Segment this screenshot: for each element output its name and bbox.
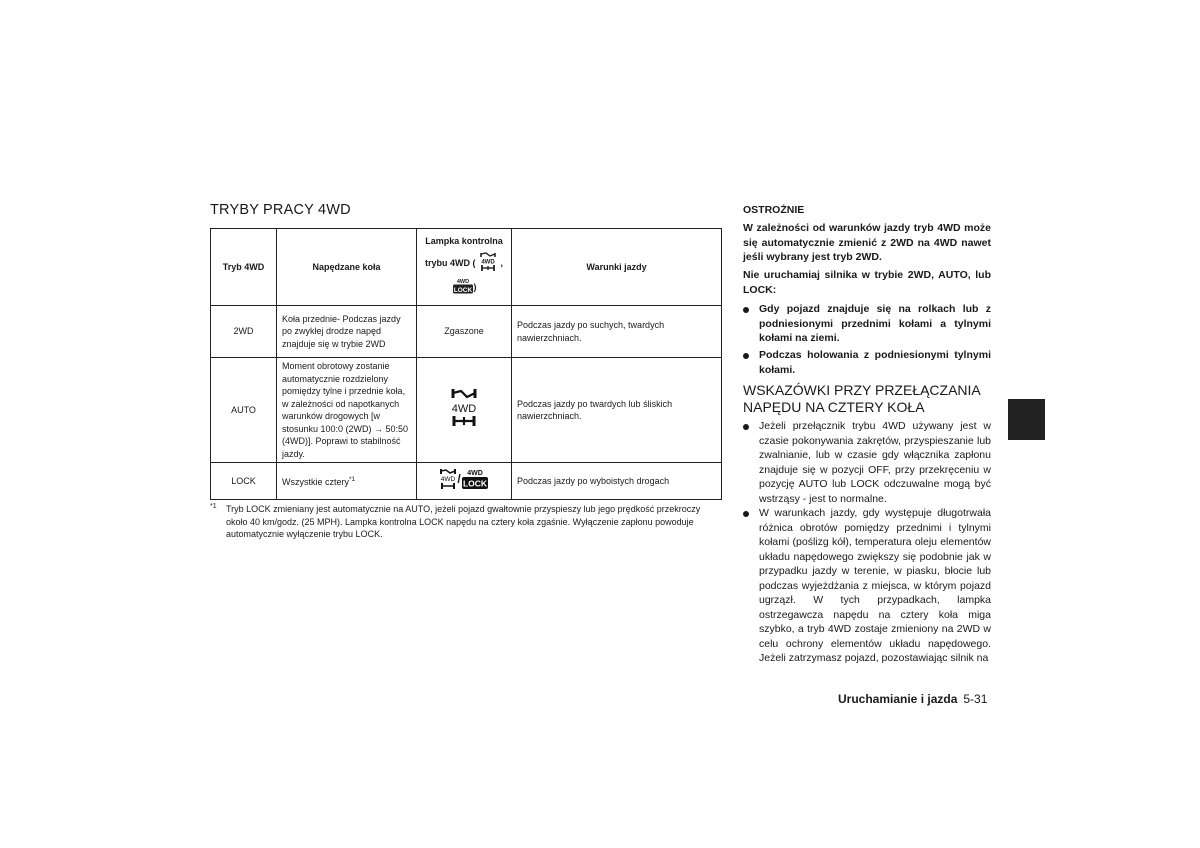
- bullet-icon: [743, 511, 749, 517]
- caution-bullet: [743, 348, 991, 377]
- row-drive: Koła przednie- Podczas jazdy po zwykłej drodze napęd znajduje się w trybie 2WD: [277, 306, 417, 358]
- footer-section: Uruchamianie i jazda: [838, 692, 958, 706]
- row-drive: [277, 463, 417, 500]
- footnote-mark: *1: [210, 503, 217, 510]
- 4wd-lock-indicator-icon: [461, 468, 489, 494]
- caution-paragraph: Nie uruchamiaj silnika w trybie 2WD, AUTO, lub LOCK:: [743, 269, 991, 296]
- caution-bullet: [743, 302, 991, 346]
- header-lamp-end: ): [473, 282, 477, 293]
- table-row: [211, 463, 722, 500]
- 4wd-modes-table: [210, 228, 722, 500]
- table-row: [211, 306, 722, 358]
- 4wd-indicator-icon: [439, 468, 457, 494]
- 4wd-lock-indicator-icon: [452, 277, 474, 299]
- header-lamp-prefix: trybu 4WD (: [424, 257, 476, 268]
- 4wd-indicator-icon: [478, 252, 498, 276]
- caution-bullet-text: Gdy pojazd znajduje się na rolkach lub z podniesionymi przednimi kołami a tylnymi kołami na ziemi.: [759, 303, 991, 344]
- section-title: TRYBY PRACY 4WD: [210, 202, 351, 218]
- row-conditions: Podczas jazdy po twardych lub śliskich nawierzchniach.: [512, 358, 722, 463]
- 4wd-indicator-icon: [449, 388, 479, 432]
- tip-bullet: [743, 506, 991, 666]
- 4wd-icon-text: 4WD: [451, 403, 477, 416]
- lock-icon-text: LOCK: [453, 287, 472, 295]
- footer-page-number: 5-31: [963, 692, 988, 706]
- lock-icon-4wd-text: 4WD: [456, 279, 469, 286]
- tip-bullet-text: W warunkach jazdy, gdy występuje długotrwała różnica obrotów pomiędzy przednimi i tylnymi kołami (poślizg kół), temperatura oleju elementów układu napędowego zwiększy się podobnie jak w przypadku jazdy w terenie, w piasku, błocie lub podczas wyjeżdżania z miejsca, w którym pojazd ugrzązł. W tych przypadkach, lampka ostrzegawcza napędu na cztery koła miga szybko, a tryb 4WD zostaje zmieniony na 2WD w celu ochrony elementów układu napędowego. Jeżeli zatrzymasz pojazd, pozostawiając silnik na: [759, 507, 991, 664]
- header-lamp: [417, 229, 512, 306]
- row-conditions: Podczas jazdy po suchych, twardych nawierzchniach.: [512, 306, 722, 358]
- bullet-icon: [743, 307, 749, 313]
- table-row: [211, 358, 722, 463]
- chapter-tab-marker: [1008, 399, 1045, 440]
- lamp-slash: /: [457, 472, 461, 487]
- lock-icon-text: LOCK: [462, 478, 487, 489]
- tip-bullet: [743, 419, 991, 506]
- table-header-row: [211, 229, 722, 306]
- row-lamp: [417, 358, 512, 463]
- tip-bullet-text: Jeżeli przełącznik trybu 4WD używany jest w czasie pokonywania zakrętów, przyspieszanie lub zwalnianie, lub w czasie gdy włącznika zapłonu znajduje się w pozycji OFF, przy przekręceniu w pozycję AUTO lub LOCK odczuwalne mogą być wstrząsy - jest to normalne.: [759, 420, 991, 505]
- lock-icon-4wd-text: 4WD: [466, 470, 483, 478]
- header-conditions: Warunki jazdy: [512, 229, 722, 306]
- footnote: [210, 503, 724, 541]
- header-lamp-sep: ,: [500, 257, 504, 268]
- caution-title: OSTROŻNIE: [743, 204, 805, 216]
- row-conditions: Podczas jazdy po wyboistych drogach: [512, 463, 722, 500]
- bullet-icon: [743, 424, 749, 430]
- row-drive: Moment obrotowy zostanie automatycznie rozdzielony pomiędzy tylne i przednie koła, w zależności od napotkanych warunków drogowych [w stosunku 100:0 (2WD) → 50:50 (4WD)]. Poprawi to stabilność jazdy.: [277, 358, 417, 463]
- row-lamp: Zgaszone: [417, 306, 512, 358]
- header-lamp-title: Lampka kontrolna: [425, 236, 503, 247]
- footnote-text: Tryb LOCK zmieniany jest automatycznie na AUTO, jeżeli pojazd gwałtownie przyspieszy lub jego prędkość przekroczy około 40 km/godz. (25 MPH). Lampka kontrolna LOCK napędu na cztery koła zgaśnie. Wyłączenie zapłonu powoduje automatycznie wyłączenie trybu LOCK.: [226, 504, 701, 539]
- header-drive: Napędzane koła: [277, 229, 417, 306]
- page-footer: [838, 692, 987, 706]
- 4wd-icon-text: 4WD: [481, 259, 495, 266]
- bullet-icon: [743, 353, 749, 359]
- row-mode: 2WD: [211, 306, 277, 358]
- header-mode: Tryb 4WD: [211, 229, 277, 306]
- 4wd-icon-text: 4WD: [441, 476, 456, 484]
- tips-title: WSKAZÓWKI PRZY PRZEŁĄCZANIA NAPĘDU NA CZTERY KOŁA: [743, 382, 981, 415]
- row-lamp: [417, 463, 512, 500]
- footnote-ref: *1: [349, 475, 356, 483]
- caution-paragraph: W zależności od warunków jazdy tryb 4WD może się automatycznie zmienić z 2WD na 4WD nawet jeśli wybrany jest tryb 2WD.: [743, 222, 991, 263]
- caution-bullet-text: Podczas holowania z podniesionymi tylnymi kołami.: [759, 349, 991, 376]
- row-mode: AUTO: [211, 358, 277, 463]
- row-drive-text: Wszystkie cztery: [282, 476, 350, 487]
- row-mode: LOCK: [211, 463, 277, 500]
